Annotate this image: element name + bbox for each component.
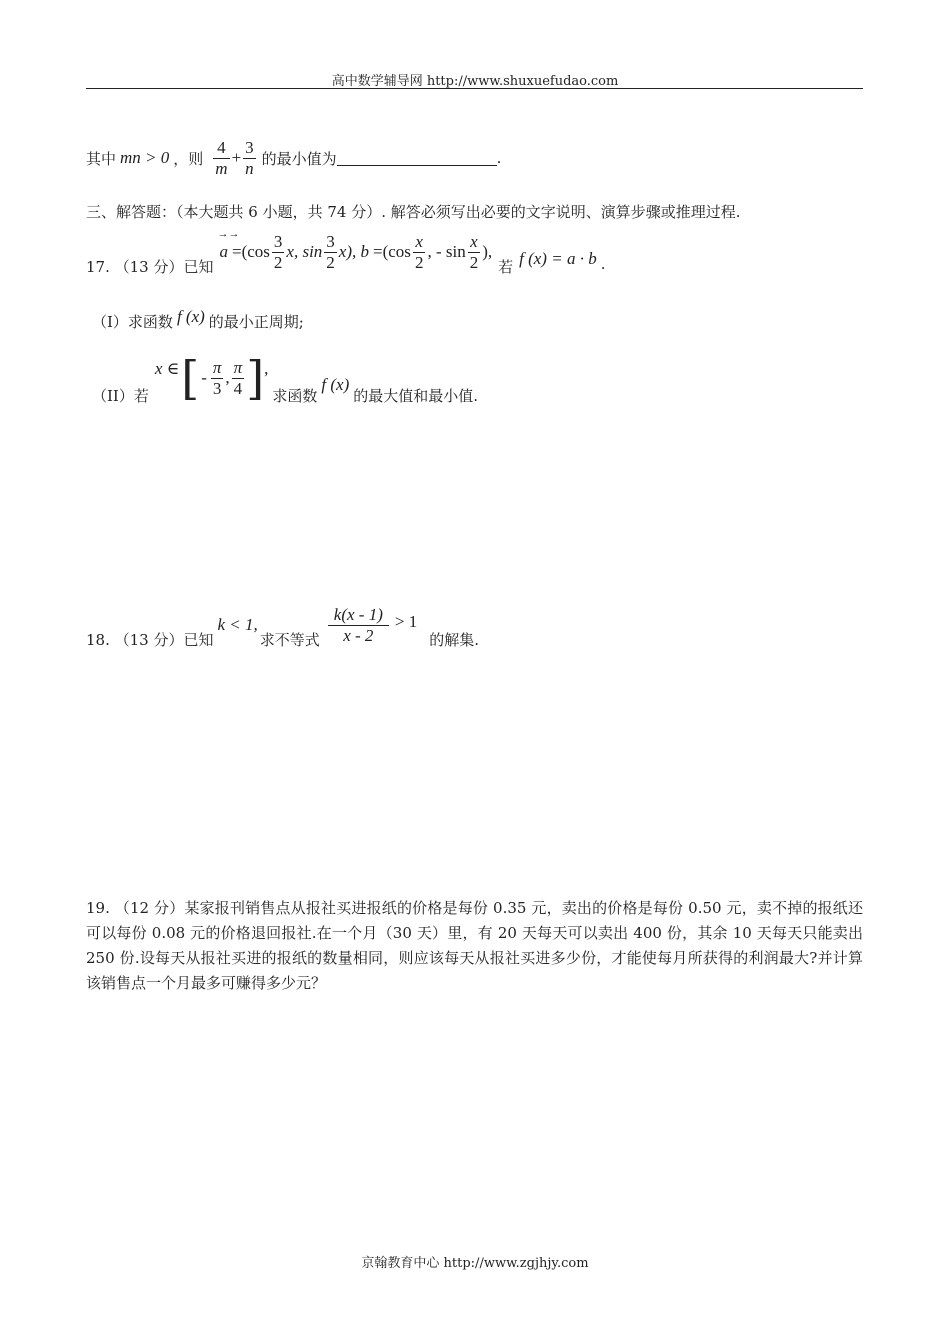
frac-den: 4: [233, 378, 243, 398]
q17-fdef: f (x) = a · b: [519, 249, 597, 268]
vector-close: ),: [482, 242, 493, 261]
part1-text: 的最小正周期;: [208, 312, 304, 331]
vector-a: [217, 228, 240, 262]
frac-den: m: [215, 158, 228, 178]
frac-num: k(x - 1): [328, 605, 389, 626]
section3-heading: 三、解答题：（本大题共 6 小题，共 74 分）. 解答必须写出必要的文字说明、演算步骤或推理过程.: [86, 203, 741, 221]
frac-den: 2: [414, 252, 424, 272]
part2-x-in: x ∈: [154, 359, 180, 378]
frac-num: 4: [213, 138, 229, 159]
part2-f: f (x): [321, 375, 350, 394]
frac-den: n: [245, 158, 254, 178]
frac-num: 3: [273, 231, 283, 251]
comma-minus-sin: , - sin: [427, 242, 466, 261]
q18-label: 18. （13 分）已知: [86, 630, 214, 649]
header-rule: [86, 88, 863, 89]
q18-text1: 求不等式: [259, 630, 320, 649]
q18-condition: k < 1,: [217, 615, 258, 634]
q17-part1: [92, 300, 304, 334]
frac-den: 2: [326, 252, 335, 272]
q17-line: [86, 226, 605, 278]
frac-den: 2: [273, 252, 283, 272]
q18-fraction: [328, 605, 389, 646]
interval-minus: -: [201, 368, 207, 387]
part2-label: （II）若: [92, 386, 149, 405]
q16-then: ，则: [173, 149, 204, 168]
part2-comma: ,: [264, 359, 269, 378]
q19-paragraph: 19. （12 分）某家报刊销售点从报社买进报纸的价格是每份 0.35 元，卖出的价格是每份 0.50 元，卖不掉的报纸还可以每份 0.08 元的价格退回报社.在一个月（30 天）里，有 20 天每天可以卖出 400 份，其余 10 天每天只能卖出 250 份.设每天从报社买进的报纸的数量相同，则应该每天从报社买进多少份，才能使每月所获得的利润最大?并计算该销售点一个月最多可赚得多少元？: [86, 899, 863, 992]
q16-frac-3-over-n: [243, 138, 256, 179]
frac-num: 3: [245, 137, 254, 157]
page-footer: 京翰教育中心 http://www.zgjhjy.com: [361, 1256, 589, 1271]
frac-num: π: [212, 357, 222, 377]
frac-num: 3: [326, 231, 335, 251]
part1-label: （I）求函数: [92, 312, 173, 331]
frac-den: 2: [469, 252, 479, 272]
frac-x-over-2: [413, 232, 426, 273]
part2-text1: 求函数: [272, 386, 318, 405]
part1-f: f (x): [176, 307, 205, 326]
q17-vectors: [217, 228, 493, 273]
x-comma-sin: x, sin: [286, 242, 323, 261]
eq2-open: =(cos: [373, 242, 411, 261]
x-close-b: x), b: [338, 242, 370, 261]
q17-if: 若: [498, 257, 514, 276]
frac-3-over-2: [272, 232, 285, 273]
left-bracket: [: [181, 351, 200, 405]
interval-comma: ,: [225, 368, 230, 387]
frac-num: x: [413, 232, 426, 253]
q16-period: .: [496, 149, 502, 167]
frac-den: 3: [212, 378, 222, 398]
q17-label: 17. （13 分）已知: [86, 257, 214, 276]
answer-blank: [337, 151, 497, 166]
frac-x-over-2-b: [468, 232, 481, 273]
q16-condition: mn > 0: [120, 148, 170, 167]
frac-pi-over-4: [232, 358, 245, 399]
frac-den: x - 2: [343, 625, 374, 645]
eq1-open: =(cos: [231, 242, 270, 261]
q17-part2: [92, 350, 478, 406]
q17-period: .: [600, 255, 606, 273]
q18-gt: > 1: [394, 612, 418, 631]
page-header: 高中数学辅导网 http://www.shuxuefudao.com: [331, 74, 619, 89]
q16-prefix: 其中: [86, 149, 117, 168]
frac-3-over-2-b: [324, 232, 337, 273]
q16-plus: +: [231, 148, 242, 167]
vector-a-symbol: a: [219, 242, 228, 261]
vector-arrow-icon: →→: [217, 228, 240, 240]
q16-frac-4-over-m: [213, 138, 229, 179]
right-bracket: ]: [246, 351, 265, 405]
frac-num: π: [233, 357, 243, 377]
q18-text2: 的解集.: [429, 630, 479, 649]
q16-suffix: 的最小值为: [261, 149, 337, 168]
q18-line: [86, 598, 479, 652]
frac-num: x: [468, 232, 481, 253]
part2-text2: 的最大值和最小值.: [353, 386, 479, 405]
q16-line: [86, 128, 501, 188]
frac-pi-over-3: [211, 358, 224, 399]
